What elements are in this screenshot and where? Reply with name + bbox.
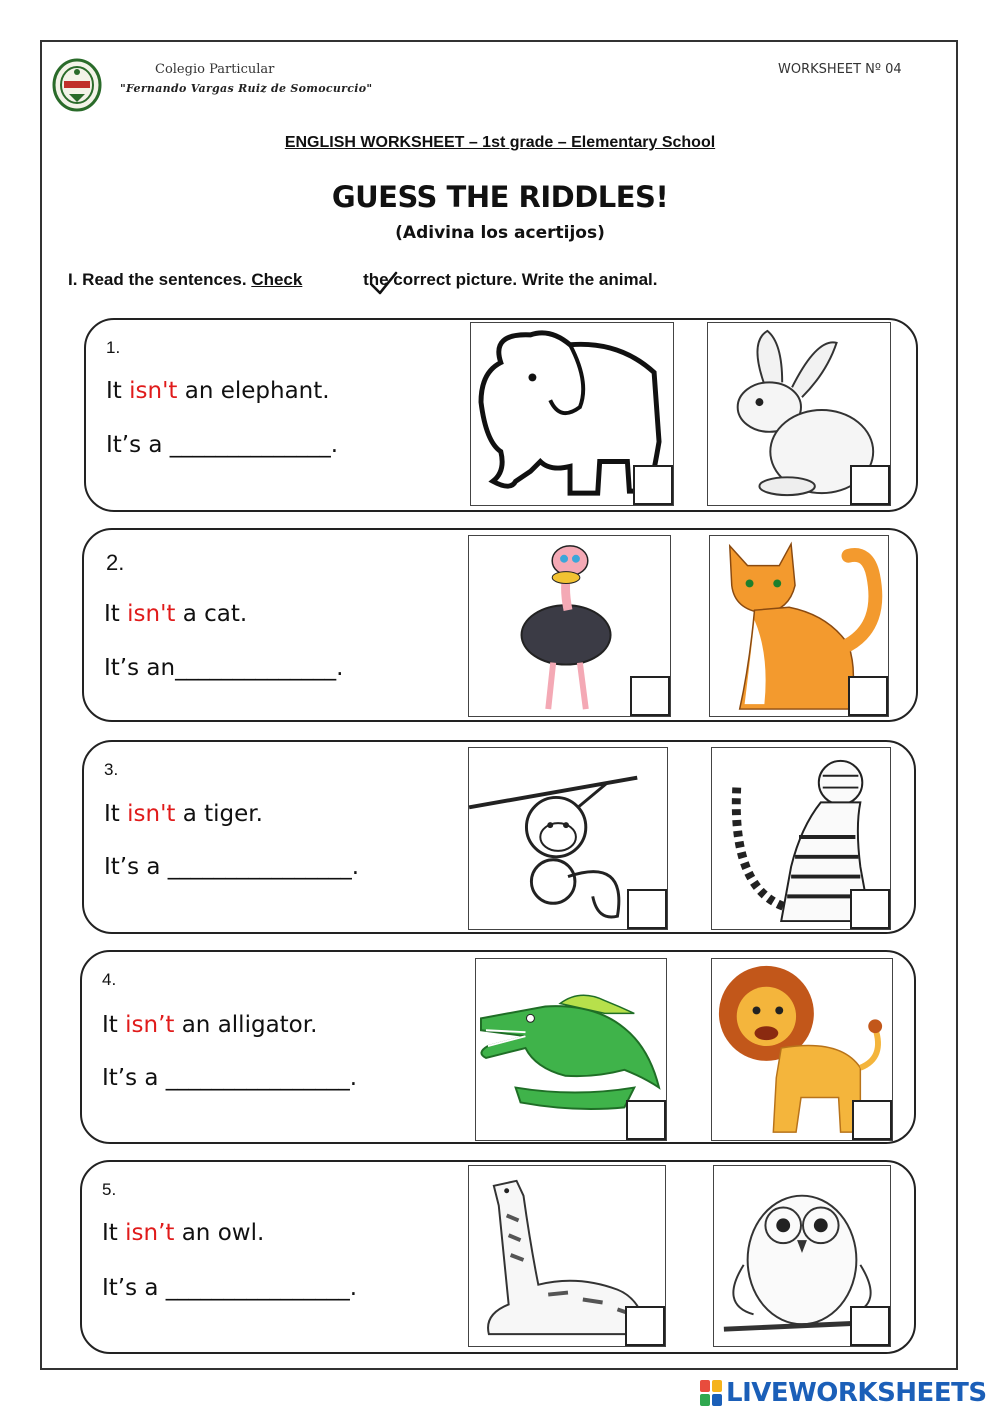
riddle-number: 4.	[102, 970, 117, 989]
riddle-answer-line[interactable]: It’s a ________________.	[102, 1275, 358, 1301]
answer-checkbox[interactable]	[625, 1306, 665, 1346]
riddle-clue: It isn't a tiger.	[104, 801, 263, 827]
worksheet-number: WORKSHEET Nº 04	[778, 62, 902, 77]
answer-checkbox[interactable]	[627, 889, 667, 929]
worksheet-subtitle: ENGLISH WORKSHEET – 1st grade – Elementary School	[284, 134, 716, 151]
giraffe-picture	[468, 1165, 666, 1347]
answer-checkbox[interactable]	[850, 889, 890, 929]
instruction-check-word: Check	[251, 270, 303, 289]
riddle-clue: It isn't a cat.	[104, 601, 248, 627]
instruction	[68, 270, 658, 290]
elephant-picture	[470, 322, 674, 506]
answer-checkbox[interactable]	[850, 1306, 890, 1346]
riddle-number: 3.	[104, 760, 119, 779]
answer-checkbox[interactable]	[633, 465, 673, 505]
page-title-spanish: (Adivina los acertijos)	[395, 223, 605, 243]
answer-checkbox[interactable]	[848, 676, 888, 716]
riddle-answer-line[interactable]: It’s a ________________.	[102, 1065, 358, 1091]
riddle-clue: It isn’t an owl.	[102, 1220, 265, 1246]
ostrich-picture	[468, 535, 671, 717]
answer-checkbox[interactable]	[626, 1100, 666, 1140]
riddle-clue: It isn’t an alligator.	[102, 1012, 318, 1038]
monkey-picture	[468, 747, 668, 930]
answer-checkbox[interactable]	[850, 465, 890, 505]
school-crest-logo	[52, 58, 102, 112]
riddle-number: 2.	[106, 550, 125, 575]
liveworksheets-logo	[700, 1378, 987, 1408]
riddle-number: 1.	[106, 338, 121, 357]
school-name: Colegio Particular	[155, 62, 275, 77]
lion-picture	[711, 958, 893, 1141]
instruction-part2: the correct picture. Write the animal.	[363, 270, 658, 289]
riddle-answer-line[interactable]: It’s a ______________.	[106, 432, 339, 458]
riddle-number: 5.	[102, 1180, 117, 1199]
riddle-clue: It isn't an elephant.	[106, 378, 330, 404]
owl-picture	[713, 1165, 891, 1347]
school-subtitle: "Fernando Vargas Ruiz de Somocurcio"	[120, 82, 373, 95]
alligator-picture	[475, 958, 667, 1141]
instruction-part1: I. Read the sentences.	[68, 270, 247, 289]
riddle-answer-line[interactable]: It’s a ________________.	[104, 854, 360, 880]
tiger-picture	[711, 747, 891, 930]
answer-checkbox[interactable]	[852, 1100, 892, 1140]
liveworksheets-mark-icon	[700, 1380, 722, 1406]
checkmark-icon	[370, 270, 398, 296]
answer-checkbox[interactable]	[630, 676, 670, 716]
rabbit-picture	[707, 322, 891, 506]
liveworksheets-brand: LIVEWORKSHEETS	[726, 1378, 987, 1408]
riddle-answer-line[interactable]: It’s an______________.	[104, 655, 344, 681]
cat-picture	[709, 535, 889, 717]
page-title: GUESS THE RIDDLES!	[331, 180, 669, 214]
